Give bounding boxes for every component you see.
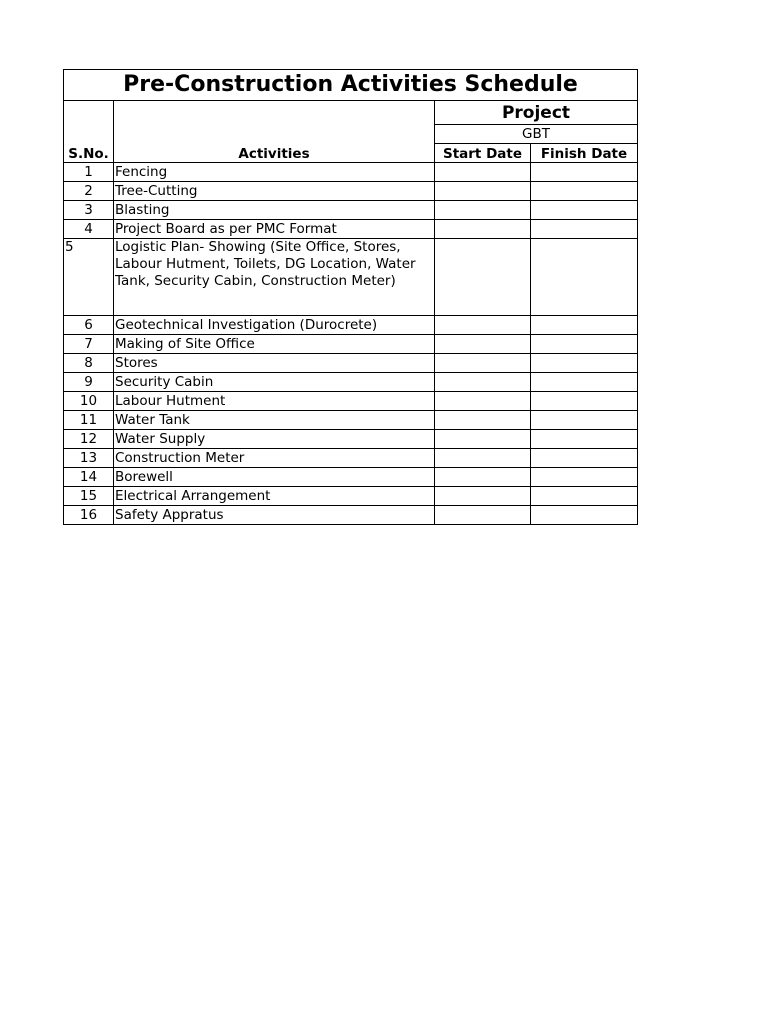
title-row bbox=[64, 70, 638, 101]
row-finish-date[interactable] bbox=[531, 163, 638, 182]
row-finish-date[interactable] bbox=[531, 239, 638, 316]
row-activity: Fencing bbox=[114, 163, 435, 182]
row-finish-date[interactable] bbox=[531, 201, 638, 220]
row-finish-date[interactable] bbox=[531, 182, 638, 201]
row-start-date[interactable] bbox=[435, 335, 531, 354]
row-start-date[interactable] bbox=[435, 506, 531, 525]
row-finish-date[interactable] bbox=[531, 430, 638, 449]
row-activity: Project Board as per PMC Format bbox=[114, 220, 435, 239]
row-finish-date[interactable] bbox=[531, 468, 638, 487]
row-start-date[interactable] bbox=[435, 430, 531, 449]
row-finish-date[interactable] bbox=[531, 392, 638, 411]
row-activity: Water Supply bbox=[114, 430, 435, 449]
row-sno: 3 bbox=[64, 201, 114, 220]
row-finish-date[interactable] bbox=[531, 354, 638, 373]
row-activity: Water Tank bbox=[114, 411, 435, 430]
project-name: GBT bbox=[435, 125, 638, 144]
table-row bbox=[64, 430, 638, 449]
table-row bbox=[64, 163, 638, 182]
row-activity: Borewell bbox=[114, 468, 435, 487]
row-sno: 7 bbox=[64, 335, 114, 354]
row-finish-date[interactable] bbox=[531, 220, 638, 239]
row-sno: 9 bbox=[64, 373, 114, 392]
row-start-date[interactable] bbox=[435, 163, 531, 182]
row-activity: Construction Meter bbox=[114, 449, 435, 468]
row-finish-date[interactable] bbox=[531, 316, 638, 335]
row-activity: Security Cabin bbox=[114, 373, 435, 392]
row-finish-date[interactable] bbox=[531, 373, 638, 392]
table-row bbox=[64, 468, 638, 487]
row-start-date[interactable] bbox=[435, 354, 531, 373]
row-sno: 12 bbox=[64, 430, 114, 449]
row-activity: Logistic Plan- Showing (Site Office, Stores, Labour Hutment, Toilets, DG Location, Water Tank, Security Cabin, Construction Meter) bbox=[114, 239, 435, 316]
row-start-date[interactable] bbox=[435, 468, 531, 487]
row-sno: 13 bbox=[64, 449, 114, 468]
project-label: Project bbox=[435, 101, 638, 125]
row-start-date[interactable] bbox=[435, 182, 531, 201]
row-activity: Electrical Arrangement bbox=[114, 487, 435, 506]
schedule-table bbox=[63, 69, 638, 525]
row-sno: 16 bbox=[64, 506, 114, 525]
sno-header: S.No. bbox=[64, 101, 114, 163]
table-row bbox=[64, 316, 638, 335]
row-finish-date[interactable] bbox=[531, 411, 638, 430]
row-start-date[interactable] bbox=[435, 411, 531, 430]
table-row bbox=[64, 506, 638, 525]
project-row bbox=[64, 101, 638, 125]
row-finish-date[interactable] bbox=[531, 506, 638, 525]
schedule-table-body bbox=[64, 70, 638, 525]
table-row bbox=[64, 449, 638, 468]
row-finish-date[interactable] bbox=[531, 335, 638, 354]
row-sno: 5 bbox=[64, 239, 114, 316]
row-activity: Geotechnical Investigation (Durocrete) bbox=[114, 316, 435, 335]
row-start-date[interactable] bbox=[435, 449, 531, 468]
row-sno: 2 bbox=[64, 182, 114, 201]
row-activity: Labour Hutment bbox=[114, 392, 435, 411]
row-sno: 8 bbox=[64, 354, 114, 373]
row-start-date[interactable] bbox=[435, 316, 531, 335]
row-sno: 11 bbox=[64, 411, 114, 430]
table-row bbox=[64, 392, 638, 411]
row-activity: Making of Site Office bbox=[114, 335, 435, 354]
row-start-date[interactable] bbox=[435, 392, 531, 411]
activities-header: Activities bbox=[114, 101, 435, 163]
table-row bbox=[64, 335, 638, 354]
table-row bbox=[64, 411, 638, 430]
row-finish-date[interactable] bbox=[531, 487, 638, 506]
row-sno: 6 bbox=[64, 316, 114, 335]
row-finish-date[interactable] bbox=[531, 449, 638, 468]
table-row bbox=[64, 182, 638, 201]
start-date-header: Start Date bbox=[435, 144, 531, 163]
table-row bbox=[64, 354, 638, 373]
row-sno: 1 bbox=[64, 163, 114, 182]
row-start-date[interactable] bbox=[435, 239, 531, 316]
row-activity: Safety Appratus bbox=[114, 506, 435, 525]
finish-date-header: Finish Date bbox=[531, 144, 638, 163]
table-row bbox=[64, 487, 638, 506]
row-sno: 4 bbox=[64, 220, 114, 239]
table-row bbox=[64, 239, 638, 316]
row-activity: Stores bbox=[114, 354, 435, 373]
row-start-date[interactable] bbox=[435, 373, 531, 392]
row-activity: Tree-Cutting bbox=[114, 182, 435, 201]
row-sno: 10 bbox=[64, 392, 114, 411]
table-row bbox=[64, 220, 638, 239]
row-sno: 15 bbox=[64, 487, 114, 506]
table-row bbox=[64, 201, 638, 220]
row-start-date[interactable] bbox=[435, 487, 531, 506]
page-title: Pre-Construction Activities Schedule bbox=[64, 70, 638, 101]
row-start-date[interactable] bbox=[435, 201, 531, 220]
row-start-date[interactable] bbox=[435, 220, 531, 239]
row-activity: Blasting bbox=[114, 201, 435, 220]
row-sno: 14 bbox=[64, 468, 114, 487]
table-row bbox=[64, 373, 638, 392]
